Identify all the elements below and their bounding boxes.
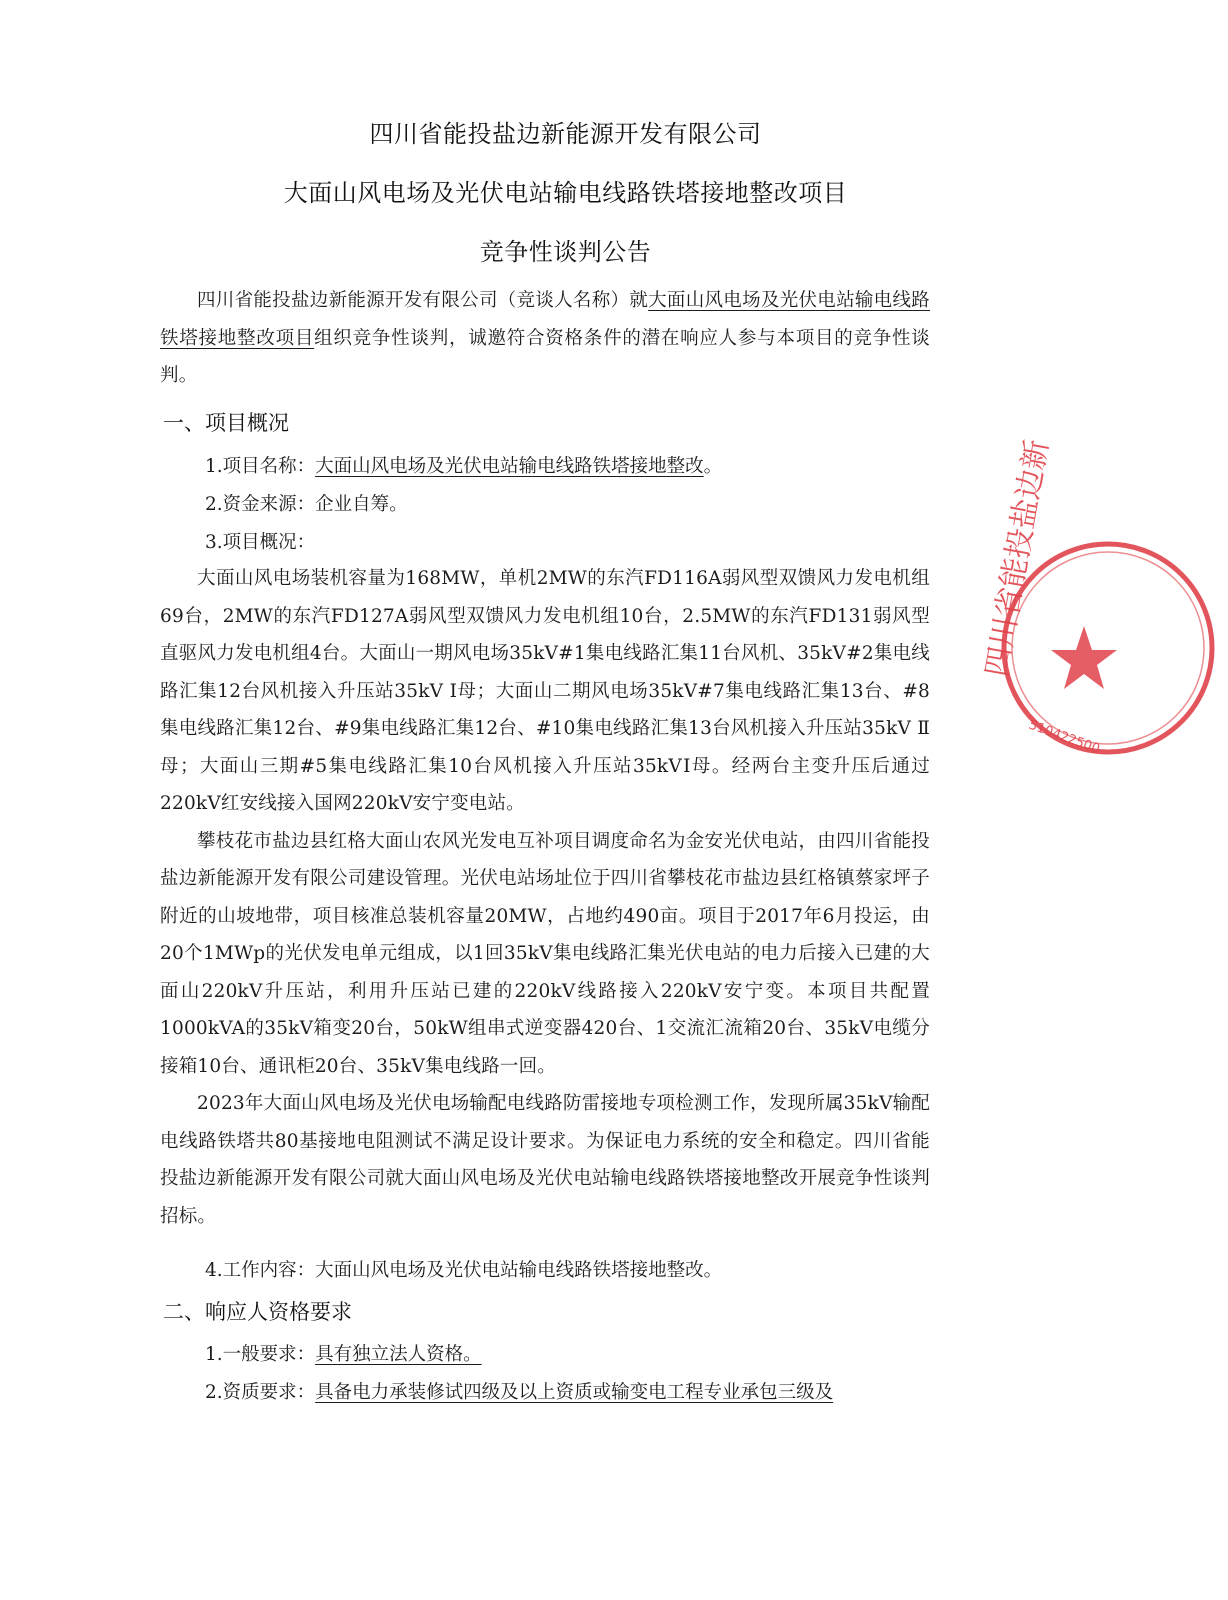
title-announcement: 竞争性谈判公告 xyxy=(479,238,652,266)
item-funding: 2.资金来源：企业自筹。 xyxy=(205,494,408,515)
intro-project-name: 大面山风电场及光伏电站输电线路铁塔接地整改项目 xyxy=(160,290,930,349)
requirement-general xyxy=(205,1340,482,1366)
item-project-name-value: 大面山风电场及光伏电站输电线路铁塔接地整改 xyxy=(315,456,704,477)
seal-stamp-icon xyxy=(979,436,1228,768)
requirement-general-value: 具有独立法人资格。 xyxy=(315,1344,482,1365)
intro-before: 四川省能投盐边新能源开发有限公司（竞谈人名称）就 xyxy=(197,290,649,311)
section-heading-overview: 一、项目概况 xyxy=(163,411,289,435)
item-work-content: 4.工作内容：大面山风电场及光伏电站输电线路铁塔接地整改。 xyxy=(205,1260,723,1281)
seal-text: 四川省能投盐边新 xyxy=(979,436,1056,680)
item-project-name xyxy=(205,452,722,478)
requirement-general-label: 1.一般要求： xyxy=(205,1344,316,1365)
item-project-name-label: 1.项目名称： xyxy=(205,456,316,477)
requirement-qualification xyxy=(205,1378,833,1404)
intro-paragraph xyxy=(160,282,930,395)
overview-body xyxy=(160,560,930,1235)
item-project-name-end: 。 xyxy=(703,456,723,477)
requirement-qualification-value: 具备电力承装修试四级及以上资质或输变电工程专业承包三级及 xyxy=(315,1382,834,1403)
overview-paragraph-pv: 攀枝花市盐边县红格大面山农风光发电互补项目调度命名为金安光伏电站，由四川省能投盐边新能源开发有限公司建设管理。光伏电站场址位于四川省攀枝花市盐边县红格镇蔡家坪子附近的山坡地带，项目核准总装机容量20MW，占地约490亩。项目于2017年6月投运，由20个1MWp的光伏发电单元组成，以1回35kV集电线路汇集光伏电站的电力后接入已建的大面山220kV升压站，利用升压站已建的220kV线路接入220kV安宁变。本项目共配置1000kVA的35kV箱变20台，50kW组串式逆变器420台、1交流汇流箱20台、35kV电缆分接箱10台、通讯柜20台、35kV集电线路一回。 xyxy=(160,830,930,1077)
title-company: 四川省能投盐边新能源开发有限公司 xyxy=(369,120,762,148)
seal-code: 510422500 xyxy=(1026,717,1102,758)
overview-paragraph-background: 2023年大面山风电场及光伏电场输配电线路防雷接地专项检测工作，发现所属35kV输配电线路铁塔共80基接地电阻测试不满足设计要求。为保证电力系统的安全和稳定。四川省能投盐边新能源开发有限公司就大面山风电场及光伏电站输电线路铁塔接地整改开展竞争性谈判招标。 xyxy=(160,1093,930,1227)
company-seal xyxy=(979,436,1138,758)
intro-after: 组织竞争性谈判，诚邀符合资格条件的潜在响应人参与本项目的竞争性谈判。 xyxy=(160,327,931,386)
item-overview-label: 3.项目概况： xyxy=(205,532,316,553)
section-heading-qualification: 二、响应人资格要求 xyxy=(163,1300,352,1324)
overview-paragraph-wind: 大面山风电场装机容量为168MW，单机2MW的东汽FD116A弱风型双馈风力发电机组69台，2MW的东汽FD127A弱风型双馈风力发电机组10台，2.5MW的东汽FD131弱风型直驱风力发电机组4台。大面山一期风电场35kV#1集电线路汇集11台风机、35kV#2集电线路汇集12台风机接入升压站35kV Ⅰ母；大面山二期风电场35kV#7集电线路汇集13台、#8集电线路汇集12台、#9集电线路汇集12台、#10集电线路汇集13台风机接入升压站35kV Ⅱ母；大面山三期#5集电线路汇集10台风机接入升压站35kVⅠ母。经两台主变升压后通过220kV红安线接入国网220kV安宁变电站。 xyxy=(160,568,930,814)
title-project: 大面山风电场及光伏电站输电线路铁塔接地整改项目 xyxy=(283,179,848,207)
requirement-qualification-label: 2.资质要求： xyxy=(205,1382,316,1403)
